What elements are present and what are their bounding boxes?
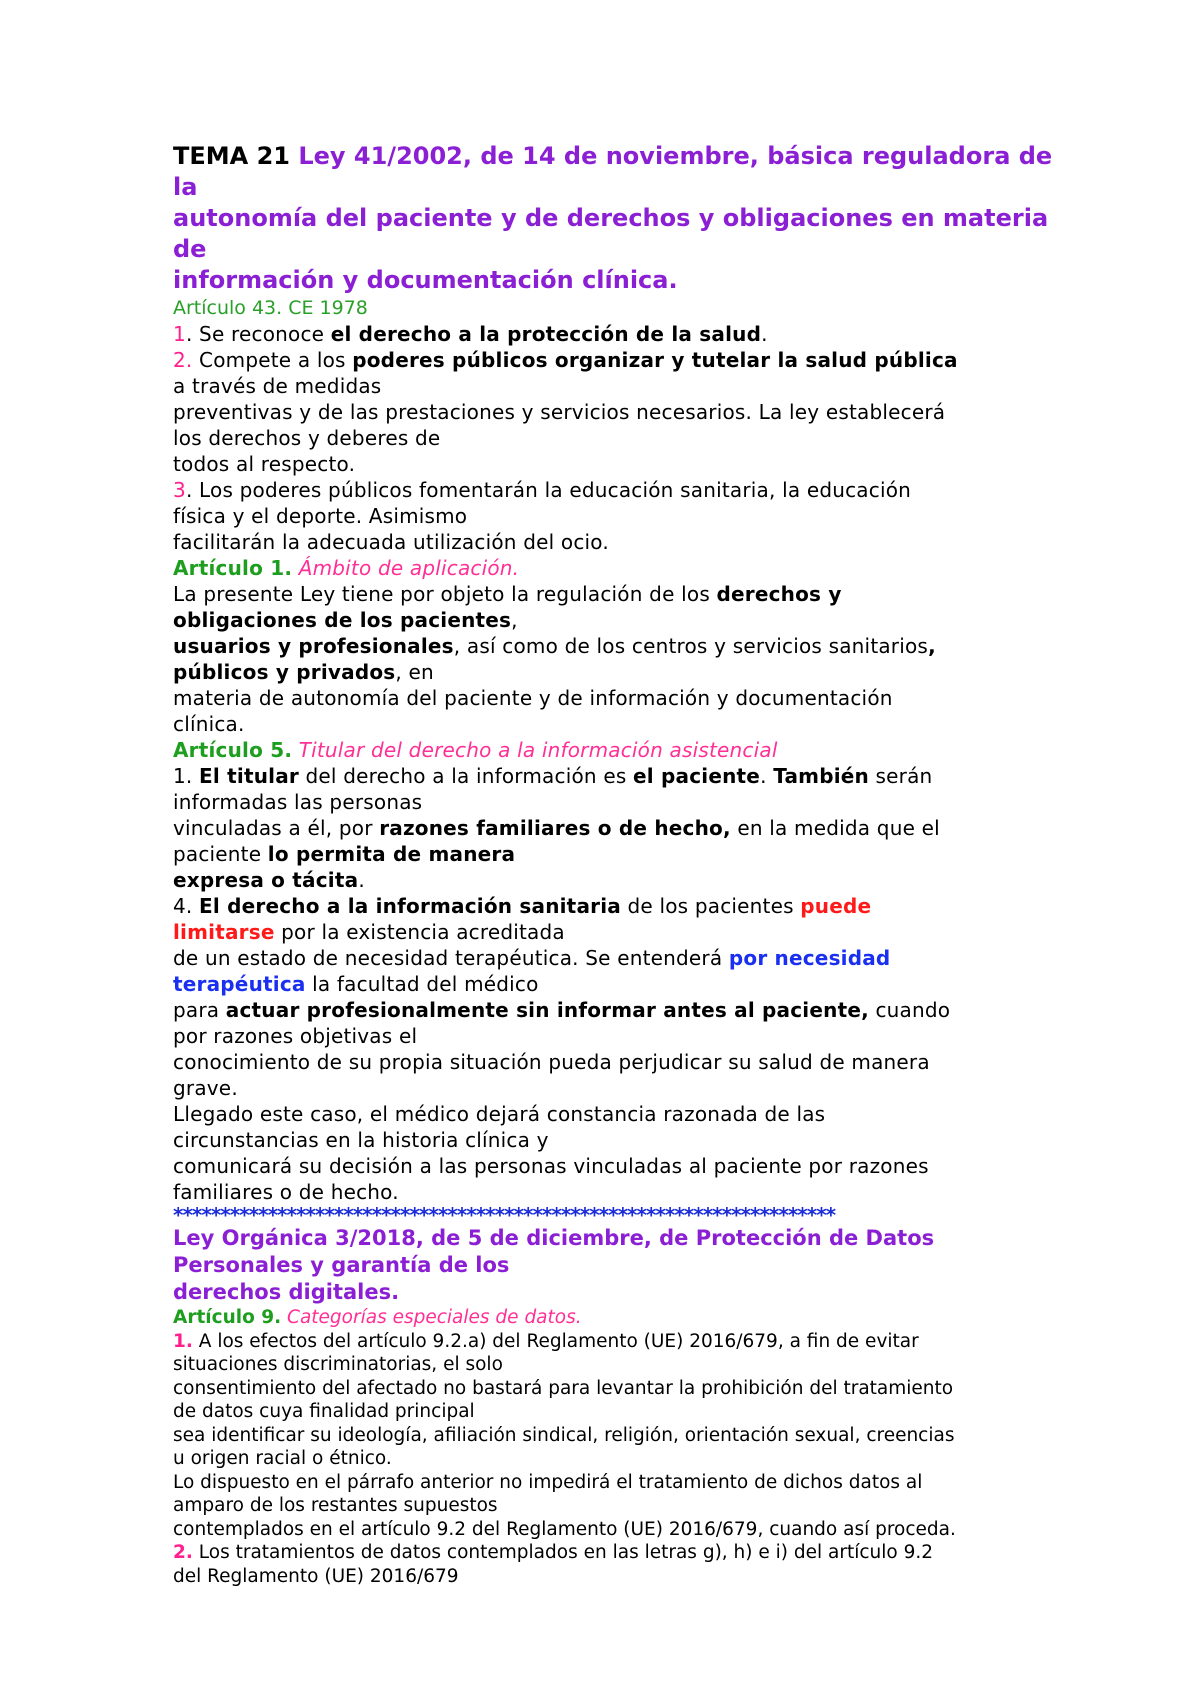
text: informadas las personas — [173, 790, 423, 814]
text: conocimiento de su propia situación pueda perjudicar su salud de manera — [173, 1050, 930, 1074]
text: . — [761, 322, 768, 346]
bold-text: obligaciones de los pacientes — [173, 608, 512, 632]
bold-text: derechos y — [716, 582, 842, 606]
text: facilitarán la adecuada utilización del ocio. — [173, 530, 609, 554]
text: 4. — [173, 894, 200, 918]
text: amparo de los restantes supuestos — [173, 1495, 498, 1516]
document-page — [173, 141, 1073, 1588]
text: física y el deporte. Asimismo — [173, 504, 468, 528]
text: los derechos y deberes de — [173, 426, 441, 450]
art43-paragraph-3 — [173, 477, 1073, 555]
text: vinculadas a él, por — [173, 816, 380, 840]
separator-line: ********************************************************************** — [173, 1205, 836, 1225]
text: familiares o de hecho. — [173, 1180, 399, 1204]
text: por razones objetivas el — [173, 1024, 418, 1048]
bold-text: el derecho a la protección de la salud — [330, 322, 762, 346]
text: por la existencia acreditada — [274, 920, 565, 944]
law-title-line1: Ley 41/2002, de 14 de noviembre, básica reguladora de la — [173, 142, 1053, 201]
article-1-heading — [173, 555, 1073, 581]
bold-text: actuar profesionalmente sin informar antes al paciente, — [225, 998, 869, 1022]
text: . — [358, 868, 365, 892]
bold-text: el paciente — [633, 764, 761, 788]
text: . Los poderes públicos fomentarán la educación sanitaria, la educación — [185, 478, 912, 502]
text: A los efectos del artículo 9.2.a) del Reglamento (UE) 2016/679, a fin de evitar — [192, 1330, 919, 1352]
highlight-blue-text: por necesidad — [728, 946, 891, 970]
text: . — [760, 764, 774, 788]
text: Compete a los — [192, 348, 353, 372]
text: serán — [868, 764, 933, 788]
para-number: 2. — [173, 1542, 193, 1563]
text: 1. — [173, 764, 200, 788]
bold-text: , — [928, 634, 936, 658]
text: de los pacientes — [620, 894, 801, 918]
text: clínica. — [173, 712, 245, 736]
highlight-blue-text: terapéutica — [173, 972, 306, 996]
text: La presente Ley tiene por objeto la regulación de los — [173, 582, 717, 606]
article-5-heading — [173, 737, 1073, 763]
law-title-line3: información y documentación clínica. — [173, 266, 678, 294]
text: para — [173, 998, 226, 1022]
art5-paragraph-4 — [173, 893, 1073, 1205]
text: , así como de los centros y servicios sanitarios — [453, 634, 929, 658]
text: Personales y garantía de los — [173, 1253, 510, 1277]
text: circunstancias en la historia clínica y — [173, 1128, 549, 1152]
bold-text: El derecho a la información sanitaria — [199, 894, 621, 918]
art9-paragraph-2 — [173, 1541, 1073, 1588]
highlight-red-text: puede — [800, 894, 872, 918]
text: cuando — [868, 998, 951, 1022]
para-number: 2. — [173, 348, 193, 372]
art9-paragraph-1 — [173, 1330, 1073, 1542]
article-subtitle: Ámbito de aplicación. — [298, 556, 520, 580]
bold-text: usuarios y profesionales — [173, 634, 454, 658]
text: u origen racial o étnico. — [173, 1448, 392, 1469]
bold-text: razones familiares o de hecho, — [379, 816, 731, 840]
bold-text: lo permita de manera — [267, 842, 516, 866]
text: materia de autonomía del paciente y de información y documentación — [173, 686, 893, 710]
text: sea identificar su ideología, afiliación sindical, religión, orientación sexual, creencias — [173, 1424, 955, 1446]
text: Llegado este caso, el médico dejará constancia razonada de las — [173, 1102, 826, 1126]
document-title — [173, 141, 1073, 296]
para-number: 3 — [173, 478, 186, 502]
bold-text: También — [773, 764, 869, 788]
article-1-body — [173, 581, 1073, 737]
art43-paragraph-2 — [173, 347, 1073, 477]
bold-text: poderes públicos organizar y tutelar la salud pública — [352, 348, 958, 372]
article-number: Artículo 5. — [173, 738, 293, 762]
text: todos al respecto. — [173, 452, 356, 476]
text: , en — [395, 660, 434, 684]
text: Lo dispuesto en el párrafo anterior no impedirá el tratamiento de dichos datos al — [173, 1471, 923, 1493]
para-number: 1 — [173, 322, 186, 346]
bold-text: expresa o tácita — [173, 868, 359, 892]
text: en la medida que el — [730, 816, 940, 840]
article-9-heading — [173, 1306, 1073, 1330]
text: de datos cuya finalidad principal — [173, 1401, 475, 1422]
text: comunicará su decisión a las personas vinculadas al paciente por razones — [173, 1154, 929, 1178]
highlight-red-text: limitarse — [173, 920, 275, 944]
text: del derecho a la información es — [298, 764, 634, 788]
text: a través de medidas — [173, 374, 382, 398]
art43-paragraph-1 — [173, 321, 1073, 347]
text: , — [511, 608, 518, 632]
topic-number: TEMA 21 — [173, 142, 290, 170]
text: grave. — [173, 1076, 238, 1100]
para-number: 1. — [173, 1330, 193, 1352]
organic-law-title — [173, 1225, 1073, 1306]
article-subtitle: Titular del derecho a la información asistencial — [298, 738, 778, 762]
art5-paragraph-1 — [173, 763, 1073, 893]
text: derechos digitales. — [173, 1280, 400, 1304]
text: consentimiento del afectado no bastará para levantar la prohibición del tratamiento — [173, 1377, 954, 1399]
text: la facultad del médico — [305, 972, 539, 996]
text: contemplados en el artículo 9.2 del Reglamento (UE) 2016/679, cuando así proceda. — [173, 1518, 956, 1540]
bold-text: El titular — [199, 764, 299, 788]
article-number: Artículo 1. — [173, 556, 293, 580]
text: Los tratamientos de datos contemplados en las letras g), h) e i) del artículo 9.2 — [192, 1542, 934, 1563]
text: paciente — [173, 842, 268, 866]
text: del Reglamento (UE) 2016/679 — [173, 1565, 459, 1587]
article-number: Artículo 9. — [173, 1307, 282, 1328]
text: Ley Orgánica 3/2018, de 5 de diciembre, de Protección de Datos — [173, 1226, 935, 1250]
bold-text: públicos y privados — [173, 660, 396, 684]
article-subtitle: Categorías especiales de datos. — [287, 1307, 582, 1328]
text: situaciones discriminatorias, el solo — [173, 1354, 503, 1375]
text: preventivas y de las prestaciones y servicios necesarios. La ley establecerá — [173, 400, 946, 424]
text: de un estado de necesidad terapéutica. Se entenderá — [173, 946, 729, 970]
text: . Se reconoce — [185, 322, 331, 346]
law-title-line2: autonomía del paciente y de derechos y obligaciones en materia de — [173, 204, 1049, 263]
article-43-reference: Artículo 43. CE 1978 — [173, 297, 368, 319]
